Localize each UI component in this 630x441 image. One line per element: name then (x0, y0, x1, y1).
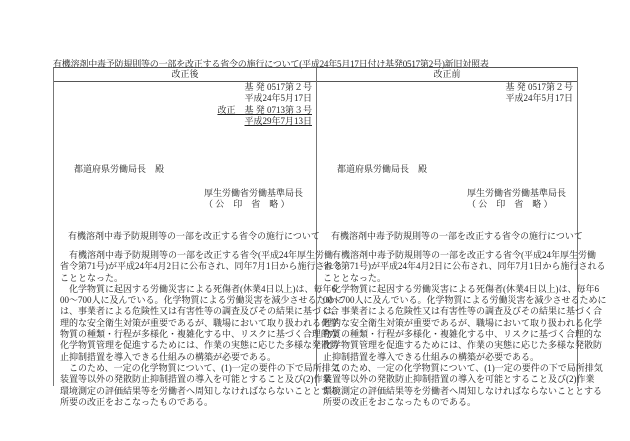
body-line: 省令第71号)が平成24年4月2日に公布され、同年7月1日から施行される (323, 261, 606, 272)
column-before (317, 82, 607, 407)
body-line: このため、一定の化学物質について、(1)一定の要件の下で局所排気 (60, 362, 340, 373)
body-line: 所要の改正をおこなったものである。 (323, 396, 477, 407)
sender (204, 188, 303, 210)
addressee: 都道府県労働局長 殿 (74, 164, 165, 174)
body-line: 理的な安全衛生対策が重要であるが、職場において取り扱われる化学 (60, 317, 340, 328)
body-line: 所要の改正をおこなったものである。 (60, 396, 214, 407)
body-line: このため、一定の化学物質について、(1)一定の要件の下で局所排気 (323, 362, 603, 373)
header-after: 改正後 (54, 68, 316, 82)
revision-date: 平成29年7月13日 (244, 116, 312, 126)
body-line: 環境測定の評価結果等を労働者へ周知しなければならないこととする (323, 385, 603, 396)
seal-omitted: （ 公 印 省 略 ） (204, 199, 290, 209)
sender-title: 厚生労働省労働基準局長 (467, 188, 567, 198)
body-text (60, 250, 344, 408)
revision-ref (217, 105, 312, 116)
body-line: 省令第71号)が平成24年4月2日に公布され、同年7月1日から施行される (60, 261, 343, 272)
body-line: 装置等以外の発散防止抑制措置の導入を可能とすること及び(2)作業 (323, 374, 595, 385)
body-line: 00～700人に及んでいる。化学物質による労働災害を減少させるために (60, 295, 344, 306)
revision-label: 改正 (217, 105, 236, 115)
body-line: 有機溶剤中毒予防規則等の一部を改正する省令(平成24年厚生労働 (323, 250, 596, 260)
sender-title: 厚生労働省労働基準局長 (204, 188, 304, 198)
body-line: は、事業者による危険性又は有害性等の調査及びその結果に基づく合 (60, 306, 340, 317)
header-before: 改正前 (317, 68, 577, 82)
subject: 有機溶剤中毒予防規則等の一部を改正する省令の施行について (68, 231, 320, 241)
body-line: 止抑制措置を導入できる仕組みの構築が必要である。 (60, 351, 277, 362)
body-text (323, 250, 607, 408)
body-line: 化学物質に起因する労働災害による死傷者(休業4日以上)は、毎年6 (323, 283, 599, 294)
column-after (54, 82, 344, 407)
body-line: こととなった。 (60, 272, 124, 283)
body-line: 化学物質に起因する労働災害による死傷者(休業4日以上)は、毎年6 (60, 283, 336, 294)
body-line: 化学物質管理を促進するためには、作業の実態に応じた多様な発散防 (60, 340, 340, 351)
body-line: 環境測定の評価結果等を労働者へ周知しなければならないこととする (60, 385, 340, 396)
body-line: 物質の種類・行程が多様化・複雑化する中、リスクに基づく合理的な (60, 329, 339, 340)
body-line: 有機溶剤中毒予防規則等の一部を改正する省令(平成24年厚生労働 (60, 250, 333, 260)
seal-omitted: （ 公 印 省 略 ） (467, 199, 553, 209)
body-line: 00～700人に及んでいる。化学物質による労働災害を減少させるために (323, 295, 607, 306)
body-line: こととなった。 (323, 272, 387, 283)
ref-date: 平成24年5月17日 (244, 93, 312, 103)
body-line: 物質の種類・行程が多様化・複雑化する中、リスクに基づく合理的な (323, 329, 602, 340)
ref-number: 基 発 0517第２号 (244, 82, 312, 92)
document-title: 有機溶剤中毒予防規則等の一部を改正する省令の施行について(平成24年5月17日付け基発0517第2号)新旧対照表 (53, 59, 489, 69)
body-line: 化学物質管理を促進するためには、作業の実態に応じた多様な発散防 (323, 340, 603, 351)
body-line: 理的な安全衛生対策が重要であるが、職場において取り扱われる化学 (323, 317, 603, 328)
comparison-table (53, 67, 607, 407)
ref-date: 平成24年5月17日 (505, 93, 573, 103)
subject: 有機溶剤中毒予防規則等の一部を改正する省令の施行について (331, 231, 583, 241)
body-line: は、事業者による危険性又は有害性等の調査及びその結果に基づく合 (323, 306, 603, 317)
addressee: 都道府県労働局長 殿 (337, 164, 428, 174)
ref-number: 基 発 0517第２号 (505, 82, 573, 92)
revision-number: 基 発 0713第３号 (244, 105, 312, 115)
sender (467, 188, 566, 210)
body-line: 止抑制措置を導入できる仕組みの構築が必要である。 (323, 351, 540, 362)
body-line: 装置等以外の発散防止抑制措置の導入を可能とすること及び(2)作業 (60, 374, 332, 385)
